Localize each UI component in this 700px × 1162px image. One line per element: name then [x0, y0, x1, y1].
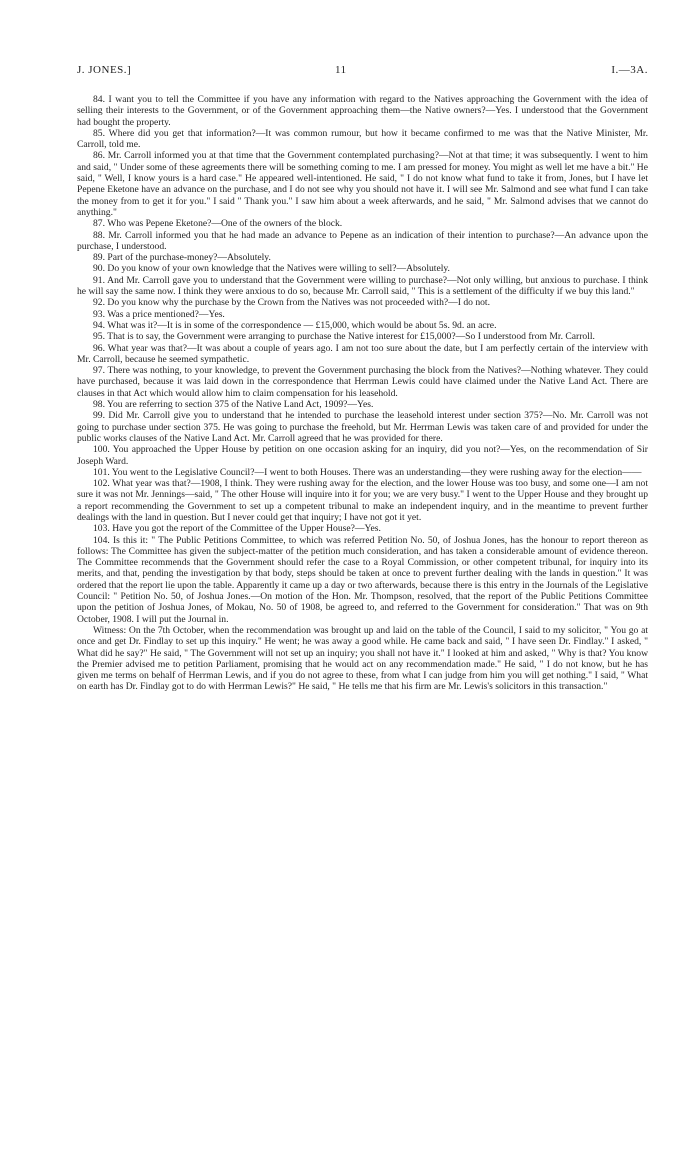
- question-88: 88. Mr. Carroll informed you that he had made an advance to Pepene as an indication of their intention to purchase?—An advance upon the purchase, I understood.: [77, 229, 648, 252]
- witness-statement: Witness: On the 7th October, when the recommendation was brought up and laid on the table of the Council, I said to my solicitor, " You go at once and get Dr. Findlay to set up this inquiry." He went; he was away a good while. He came back and said, " I have seen Dr. Findlay." I asked, " What did he say?" He said, " The Government will not set up an inquiry; you shall not have it." I looked at him and asked, " Why is that? You know the Premier advised me to petition Parliament, promising that he would act on any recommendation made." He said, " I do not know, but he has given me terms on behalf of Herrman Lewis, and if you do not agree to these, from what I can judge from him you will get nothing." I said, " What on earth has Dr. Findlay got to do with Herrman Lewis?" He said, " He tells me that his firm are Mr. Lewis's solicitors in this transaction.": [77, 624, 648, 693]
- question-94: 94. What was it?—It is in some of the correspondence — £15,000, which would be about 5s. 9d. an acre.: [93, 319, 497, 331]
- question-98: 98. You are referring to section 375 of the Native Land Act, 1909?—Yes.: [93, 399, 374, 411]
- page-header: [77, 64, 648, 80]
- question-103: 103. Have you got the report of the Committee of the Upper House?—Yes.: [93, 523, 381, 535]
- paper-reference: I.—3A.: [611, 64, 648, 76]
- question-87: 87. Who was Pepene Eketone?—One of the owners of the block.: [93, 218, 343, 230]
- question-101: 101. You went to the Legislative Council?—I went to both Houses. There was an understanding—they were rushing away for the election——: [93, 466, 642, 478]
- question-102: 102. What year was that?—1908, I think. They were rushing away for the election, and the lower House was too busy, and some one—I am not sure it was not Mr. Jennings—said, " The other House will inquire into it for you; we are very busy." I went to the Upper House and they brought up a report recommending the Government to set up a competent tribunal to make an independent inquiry, and in the meantime to prevent further dealings with the land in question. But I never could get that inquiry; I have not got it yet.: [77, 478, 648, 523]
- question-90: 90. Do you know of your own knowledge that the Natives were willing to sell?—Absolutely.: [93, 263, 450, 275]
- testimony-body: [77, 94, 648, 693]
- question-97: 97. There was nothing, to your knowledge, to prevent the Government purchasing the block from the Natives?—Nothing whatever. They could have purchased, because it was laid down in the correspondence that Herrman Lewis could have claimed under the Native Land Act. There are clauses in that Act which would allow him to claim compensation for his leasehold.: [77, 365, 648, 399]
- page-number: 11: [335, 64, 347, 76]
- question-99: 99. Did Mr. Carroll give you to understand that he intended to purchase the leasehold interest under section 375?—No. Mr. Carroll was not going to purchase under section 375. He was going to purchase the freehold, but Mr. Herrman Lewis was taken care of and provided for under the public works clauses of the Native Land Act. Mr. Carroll agreed that he was provided for there.: [77, 410, 648, 444]
- question-100: 100. You approached the Upper House by petition on one occasion asking for an inquiry, did you not?—Yes, on the recommendation of Sir Joseph Ward.: [77, 444, 648, 467]
- question-96: 96. What year was that?—It was about a couple of years ago. I am not too sure about the date, but I am perfectly certain of the interview with Mr. Carroll, because he seemed sympathetic.: [77, 342, 648, 365]
- question-86: 86. Mr. Carroll informed you at that time that the Government contemplated purchasing?—Not at that time; it was subsequently. I went to him and said, " Under some of these agreements there will be something coming to me. I am pressed for money. You might as well let me have a bit." He said, " Well, I know yours is a hard case." He appeared well-intentioned. He said, " I do not know what fund to take it from, Jones, but I have let Pepene Eketone have an advance on the purchase, and I do not see why you should not have it. I will see Mr. Salmond and see what fund I can take the money from to get it for you." I said " Thank you." I saw him about a week afterwards, and he said, " Mr. Salmond advises that we cannot do anything.": [77, 150, 648, 218]
- question-89: 89. Part of the purchase-money?—Absolutely.: [93, 252, 271, 264]
- question-92: 92. Do you know why the purchase by the Crown from the Natives was not proceeded with?—I do not.: [93, 297, 490, 309]
- question-84: 84. I want you to tell the Committee if you have any information with regard to the Natives approaching the Government with the idea of selling their interests to the Government, or of the Government approaching them—the Native owners?—Yes. I understood that the Government had bought the property.: [77, 94, 648, 128]
- question-104: 104. Is this it: " The Public Petitions Committee, to which was referred Petition No. 50, of Joshua Jones, has the honour to report thereon as follows: The Committee has given the subject-matter of the petition much consideration, and has taken a considerable amount of evidence thereon. The Committee recommends that the Government should refer the case to a Royal Commission, or other competent tribunal, for inquiry into its merits, and that, pending the investigation by that body, steps should be taken at once to prevent further dealing with the lands in question." It was ordered that the report lie upon the table. Apparently it came up a day or two afterwards, because there is this entry in the Journals of the Legislative Council: " Petition No. 50, of Joshua Jones.—On motion of the Hon. Mr. Thompson, resolved, that the report of the Public Petitions Committee upon the petition of Joshua Jones, of Mokau, No. 50 of 1908, be agreed to, and referred to the Government for consideration." That was on 9th October, 1908. I will put the Journal in.: [77, 534, 648, 625]
- question-95: 95. That is to say, the Government were arranging to purchase the Native interest for £15,000?—So I understood from Mr. Carroll.: [93, 331, 595, 343]
- header-witness-name: J. JONES.]: [77, 64, 132, 76]
- question-85: 85. Where did you get that information?—It was common rumour, but how it became confirmed to me was that the Native Minister, Mr. Carroll, told me.: [77, 127, 648, 151]
- question-91: 91. And Mr. Carroll gave you to understand that the Government were willing to purchase?—Not only willing, but anxious to purchase. I think he will say the same now. I think they were anxious to do so, because Mr. Carroll said, " This is a settlement of the difficulty if we buy this land.": [77, 274, 648, 298]
- question-93: 93. Was a price mentioned?—Yes.: [93, 308, 225, 320]
